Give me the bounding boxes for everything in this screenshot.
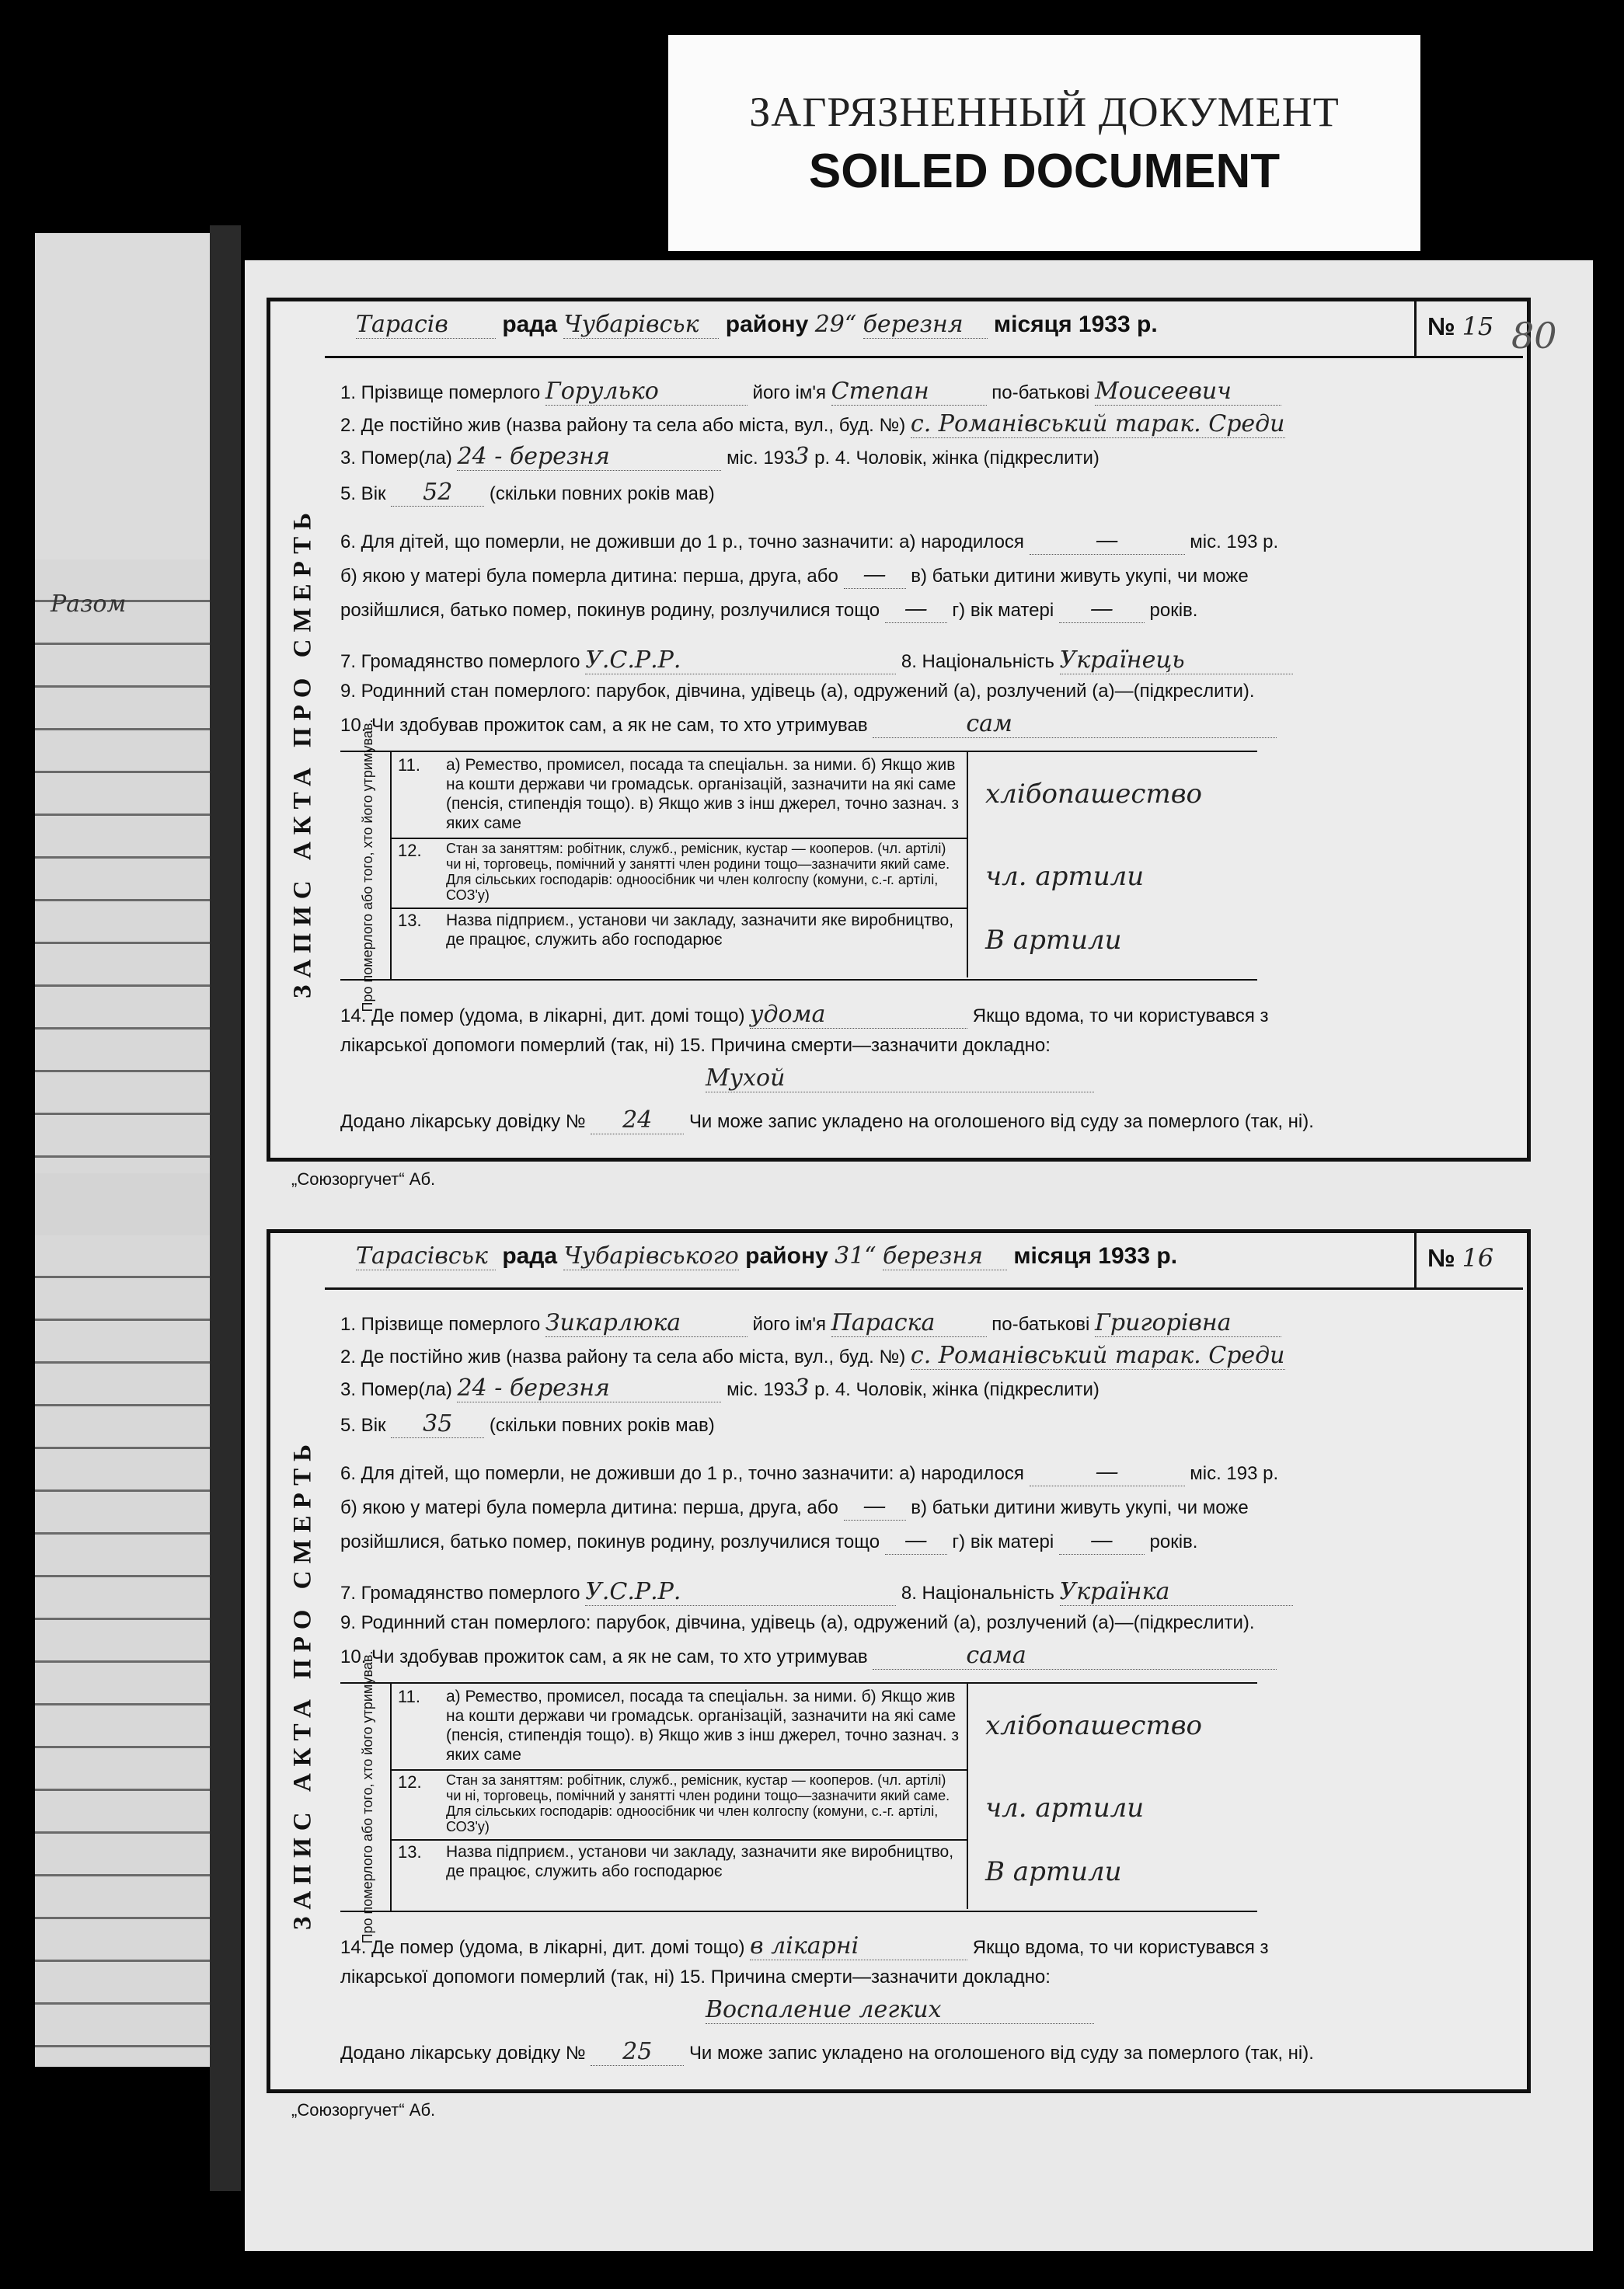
field-text: (скільки повних років мав) [489,1415,715,1436]
field-text: 3. Помер(ла) [340,448,452,469]
field-text: Стан за заняттям: робітник, служб., ремісник, кустар — кооперов. (чл. артілі) чи ні, торговець, помічний у занятті член родини тощо—зазначити який саме. Для сільських господарів: одноосібник чи член колгоспу (комуни, с.-г. артілі, СОЗ'у) [446,841,950,903]
field-text: 3 [794,1374,810,1402]
line-6a [340,527,1278,555]
line-13 [390,1839,968,1909]
field-text: лікарської допомоги померлий (так, ні) 15. Причина смерти—зазначити докладно: [340,1035,1051,1056]
field-text: в лікарні [750,1932,967,1960]
field-text: 13. [398,1842,422,1862]
field-text: 5. Вік [340,1415,386,1436]
field-text: Назва підприєм., установи чи закладу, зазначити яке виробництво, де працює, служить або господарює [446,1843,954,1880]
field-text: ЗАПИС АКТА ПРО СМЕРТЬ [288,1437,317,1930]
field-text: міс. 193 [727,1379,795,1400]
field-text: 16 [1462,1243,1494,1273]
field-text: 1. Прізвище померлого [340,1314,541,1335]
workplace-answer: В артили [985,925,1122,956]
cause-answer [706,1996,1094,2024]
status-answer: чл. артили [985,861,1145,892]
line-10-supported [340,710,1277,738]
field-text: району [725,312,809,337]
field-text: — [1030,1458,1185,1486]
field-text: — [885,1527,947,1555]
field-text: Моисеевич [1095,378,1281,406]
field-text: Додано лікарську довідку № [340,1111,586,1132]
line-1-name [340,1309,1281,1337]
line-6a [340,1458,1278,1486]
field-text: р. 4. Чоловік, жінка (підкреслити) [814,448,1100,469]
label-ru: ЗАГРЯЗНЕННЫЙ ДОКУМЕНТ [749,89,1340,135]
field-text: міс. 193 р. [1190,531,1279,552]
line-3-died: 3. Помер(ла) 24 - березня міс. 1933 р. 4. Чоловік, жінка (підкреслити) [340,443,1100,470]
field-text: Про померлого або того, хто його утримував. [360,1650,375,1944]
field-text: ЗАПИС АКТА ПРО СМЕРТЬ [288,506,317,998]
ruled-lines [35,1235,214,2067]
month-field: березня [863,311,988,339]
field-text: 9. Родинний стан померлого: парубок, дівчина, удівець (а), одружений (а), розлучений (а)—(підкреслити). [340,681,1255,702]
field-text: Стан за заняттям: робітник, служб., ремісник, кустар — кооперов. (чл. артілі) чи ні, торговець, помічний у занятті член родини тощо—зазначити який саме. Для сільських господарів: одноосібник чи член колгоспу (комуни, с.-г. артілі, СОЗ'у) [446,1772,950,1834]
printer-mark: „Союзоргучет“ Аб. [291,2100,436,2120]
field-text: а) Ремество, промисел, посада та спеціальн. за ними. б) Якщо жив на кошти держави чи громадськ. організацій, зазначити на які саме (пенсія, стипендія тощо). в) Якщо жив з інш джерел, точно зазнач. з яких саме [446,1688,959,1764]
field-text: 12. [398,1772,422,1792]
field-text: 10. Чи здобував прожиток сам, а як не сам, то хто утримував [340,715,868,736]
field-text: 7. Громадянство померлого [340,1583,580,1604]
field-text: 9. Родинний стан померлого: парубок, дівчина, удівець (а), одружений (а), розлучений (а)—(підкреслити). [340,1612,1255,1633]
table-side-caption [345,1650,392,1944]
rada-field: Тарасів [356,311,496,339]
field-text: 8. Національність [901,1583,1054,1604]
line-7-citizenship [340,646,1293,674]
field-text: 14. Де помер (удома, в лікарні, дит. домі тощо) [340,1005,745,1026]
field-text: с. Романівський тарак. Среди [910,410,1285,437]
field-text: 3 [794,443,810,470]
field-text: — [1059,595,1145,623]
field-text: 14. Де помер (удома, в лікарні, дит. домі тощо) [340,1937,745,1958]
field-text: Додано лікарську довідку № [340,2043,586,2064]
field-text: років. [1149,1531,1198,1552]
line-5-age [340,1410,715,1438]
field-text: — [1030,527,1185,555]
field-text: — [844,561,906,589]
field-text: 13. [398,911,422,930]
field-text: Воспаление легких [706,1996,1094,2024]
record-header [325,301,1523,358]
field-text: 24 [457,1374,487,1402]
field-text: 10. Чи здобував прожиток сам, а як не сам, то хто утримував [340,1646,868,1667]
field-text: (скільки повних років мав) [489,483,715,504]
field-text: 5. Вік [340,483,386,504]
field-text: г) вік матері [952,1531,1054,1552]
line-12 [390,838,968,909]
field-text: місяця 1933 р. [1013,1243,1178,1269]
field-text: його ім'я [752,1314,826,1335]
field-text: 2. Де постійно жив (назва району та села або міста, вул., буд. №) [340,415,906,436]
line-14-place [340,1001,1269,1029]
line-2-address [340,410,1285,438]
field-text: 25 [591,2038,684,2066]
month-field: березня [883,1242,1007,1270]
field-text: Степан [831,378,987,406]
field-text: 1. Прізвище померлого [340,382,541,403]
field-text: № [1427,312,1455,340]
field-text: Чи може запис укладено на оголошеного від суду за померлого (так, ні). [688,2043,1314,2064]
field-text: Григорівна [1095,1309,1281,1337]
line-2-address [340,1342,1285,1370]
rayon-field: Чубарівського [563,1242,739,1270]
field-text: сама [873,1642,1277,1670]
field-text: району [745,1243,828,1269]
margin-note: 80 [1511,315,1557,357]
line-11 [390,1684,968,1771]
field-text: 35 [391,1410,484,1438]
field-text: Про померлого або того, хто його утримував. [360,719,375,1012]
soiled-document-label [668,35,1420,251]
field-text: розійшлися, батько помер, покинув родину, розлучилися тощо [340,1531,880,1552]
line-9-marital [340,681,1255,702]
line-15-cause [340,1967,1051,1988]
field-text: р. 4. Чоловік, жінка (підкреслити) [814,1379,1100,1400]
field-text: лікарської допомоги померлий (так, ні) 15. Причина смерти—зазначити докладно: [340,1967,1051,1988]
field-text: в) батьки дитини живуть укупі, чи може [911,566,1249,587]
field-text: б) якою у матері була померла дитина: перша, друга, або [340,1497,838,1518]
field-text: Українець [1060,646,1293,674]
line-16-certificate [340,2038,1314,2066]
line-12 [390,1769,968,1841]
death-record [267,1229,1531,2093]
field-text: березня [509,443,610,470]
field-text: по-батькові [991,1314,1090,1335]
field-text: 24 [457,443,487,470]
field-text: 2. Де постійно жив (назва району та села або міста, вул., буд. №) [340,1347,906,1367]
field-text: рада [502,312,558,337]
field-text: — [885,595,947,623]
field-text: с. Романівський тарак. Среди [910,1342,1285,1369]
line-16-certificate [340,1106,1314,1134]
ruled-lines [35,559,214,1173]
field-text: сам [873,710,1277,738]
label-en: SOILED DOCUMENT [808,145,1281,198]
day-field: 31“ [835,1242,876,1270]
field-text: Якщо вдома, то чи користувався з [972,1005,1269,1026]
book-spine [210,225,241,2191]
left-page-note: Разом [51,591,127,618]
line-10-supported [340,1642,1277,1670]
field-text: № [1427,1244,1455,1272]
line-3-died: 3. Помер(ла) 24 - березня міс. 1933 р. 4. Чоловік, жінка (підкреслити) [340,1374,1100,1402]
field-text: 3. Помер(ла) [340,1379,452,1400]
field-text: 52 [391,479,484,507]
status-answer: чл. артили [985,1793,1145,1824]
field-text: рада [502,1243,558,1269]
line-14-place [340,1932,1269,1960]
table-side-caption [345,719,392,1012]
field-text: розійшлися, батько помер, покинув родину, розлучилися тощо [340,600,880,621]
record-number [1414,1229,1523,1287]
cause-answer [706,1064,1094,1092]
field-text: міс. 193 [727,448,795,469]
printer-mark: „Союзоргучет“ Аб. [291,1169,436,1189]
record-number [1414,298,1523,356]
day-field: 29“ [814,311,857,338]
rayon-field: Чубарівськ [563,311,719,339]
occupation-answer: хлібопашество [985,1710,1202,1741]
field-text: 11. [398,755,420,775]
line-11 [390,752,968,839]
field-text: Параска [831,1309,987,1337]
field-text: по-батькові [991,382,1090,403]
field-text: Горулько [545,378,748,406]
field-text: г) вік матері [952,600,1054,621]
field-text: — [1059,1527,1145,1555]
field-text: — [844,1493,906,1521]
field-text: 12. [398,841,422,860]
line-9-marital [340,1612,1255,1634]
field-text: місяця 1933 р. [993,312,1158,337]
side-title [280,1388,326,1979]
death-record [267,298,1531,1162]
field-text: Чи може запис укладено на оголошеного від суду за померлого (так, ні). [688,1111,1314,1132]
record-header [325,1233,1523,1290]
field-text: удома [750,1001,967,1029]
field-text: років. [1149,600,1198,621]
header-line [356,311,1158,339]
field-text: 8. Національність [901,651,1054,672]
field-text: б) якою у матері була померла дитина: перша, друга, або [340,566,838,587]
line-7-citizenship [340,1578,1293,1606]
left-page-upper [35,233,214,1173]
field-text: 15 [1462,312,1494,341]
field-text: 6. Для дітей, що померли, не доживши до 1 р., точно зазначити: а) народилося [340,531,1024,552]
left-page-lower [35,1173,214,2067]
line-1-name [340,378,1281,406]
occupation-answer: хлібопашество [985,779,1202,810]
line-6b [340,1493,1249,1521]
line-15-cause [340,1035,1051,1057]
field-text: 7. Громадянство померлого [340,651,580,672]
field-text: 6. Для дітей, що померли, не доживши до 1 р., точно зазначити: а) народилося [340,1463,1024,1484]
field-text: березня [509,1374,610,1402]
line-6c [340,595,1197,623]
side-title [280,457,326,1047]
line-13 [390,908,968,977]
rada-field: Тарасівськ [356,1242,496,1270]
field-text: Назва підприєм., установи чи закладу, зазначити яке виробництво, де працює, служить або господарює [446,911,954,949]
field-text: У.С.Р.Р. [585,1578,896,1606]
field-text: Якщо вдома, то чи користувався з [972,1937,1269,1958]
field-text: його ім'я [752,382,826,403]
field-text: міс. 193 р. [1190,1463,1279,1484]
field-text: Зикарлюка [545,1309,748,1337]
line-5-age [340,479,715,507]
field-text: в) батьки дитини живуть укупі, чи може [911,1497,1249,1518]
field-text: Українка [1060,1578,1293,1606]
field-text: У.С.Р.Р. [585,646,896,674]
header-line [356,1242,1177,1270]
field-text: Мухой [706,1064,1094,1092]
field-text: 11. [398,1687,420,1706]
field-text: а) Ремество, промисел, посада та спеціальн. за ними. б) Якщо жив на кошти держави чи громадськ. організацій, зазначити на які саме (пенсія, стипендія тощо). в) Якщо жив з інш джерел, точно зазнач. з яких саме [446,756,959,832]
line-6c [340,1527,1197,1555]
field-text: 24 [591,1106,684,1134]
line-6b [340,561,1249,589]
workplace-answer: В артили [985,1856,1122,1887]
